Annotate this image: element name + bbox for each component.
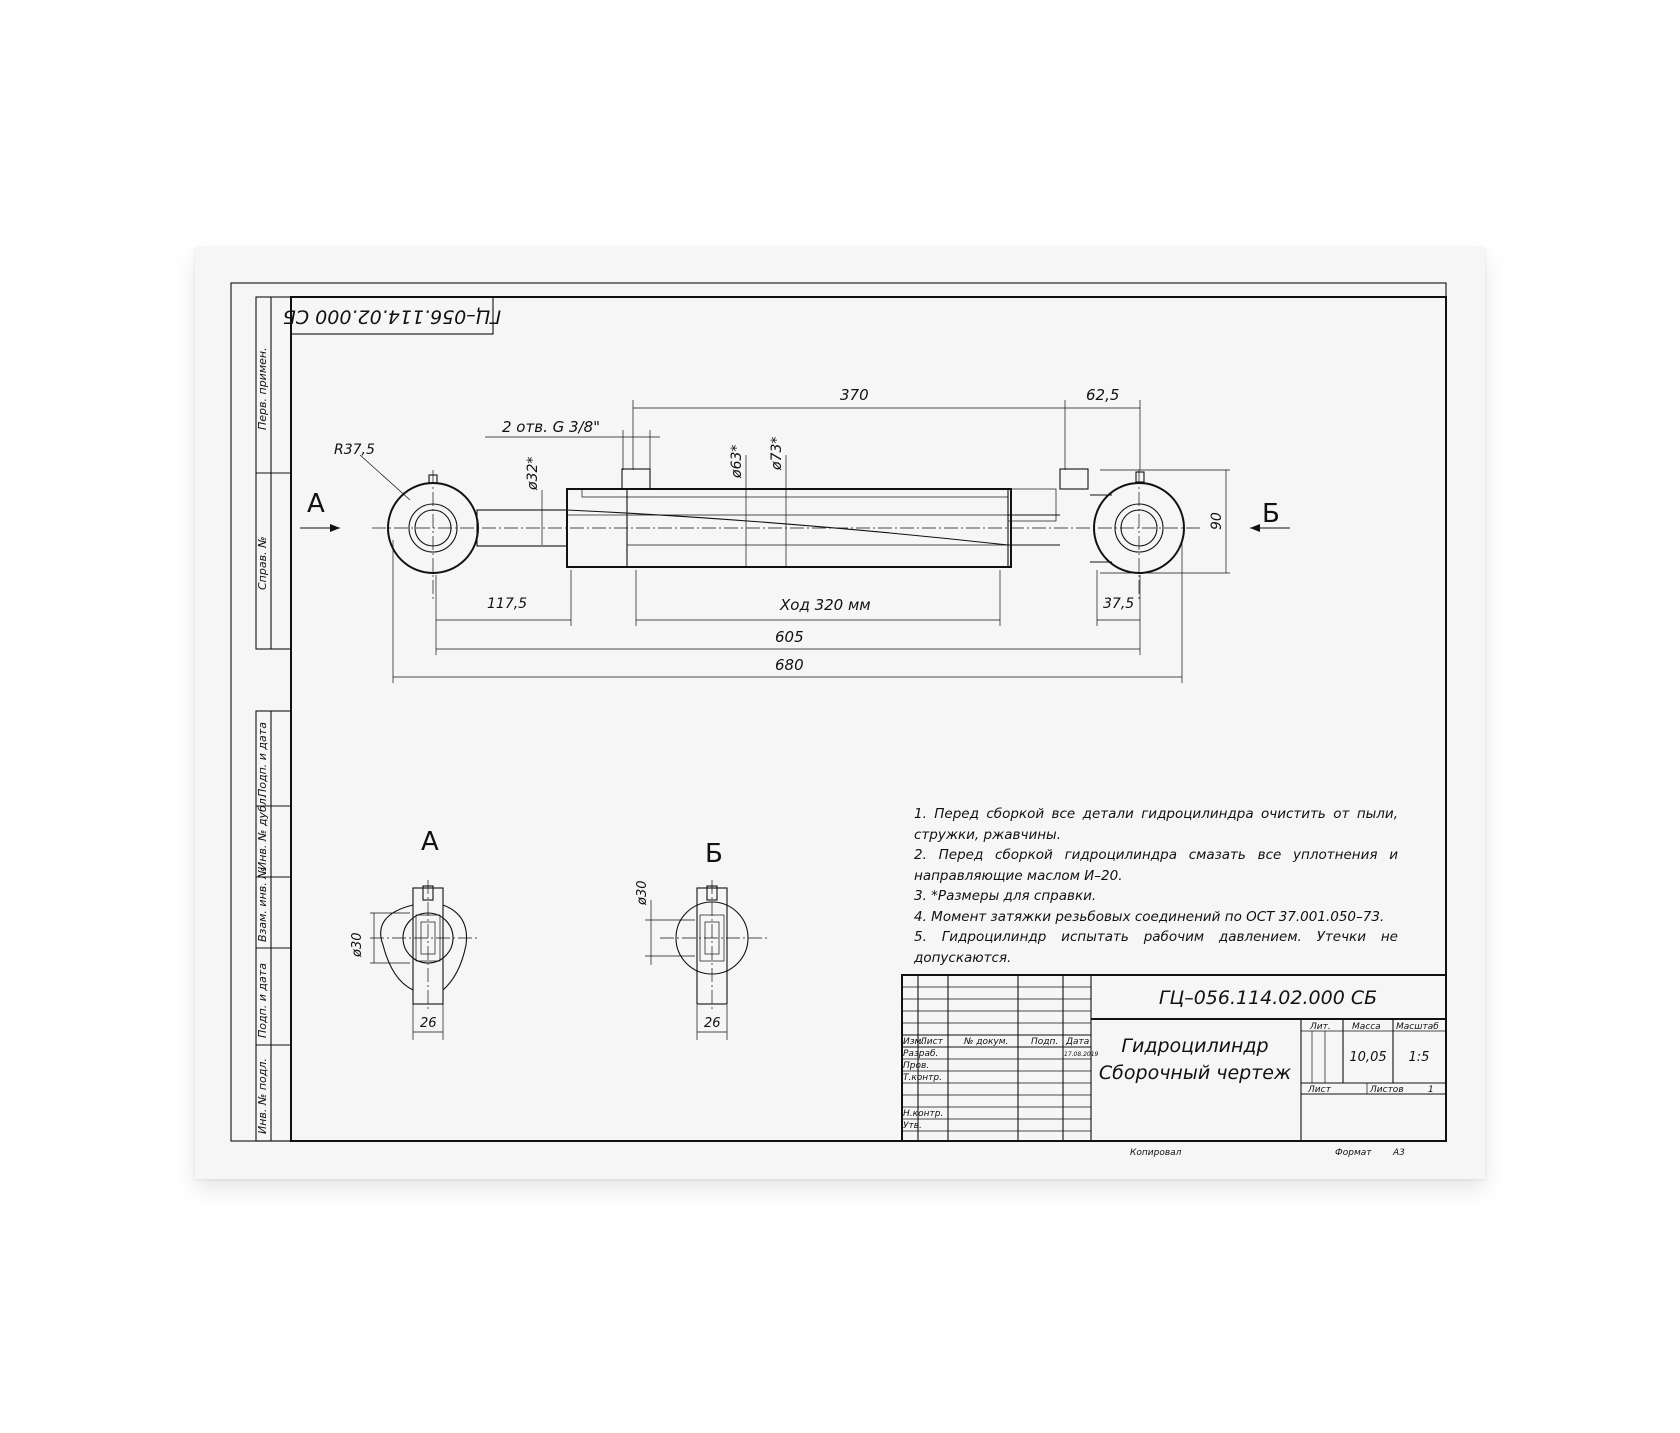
detail-b-w26: 26 — [704, 1016, 721, 1031]
stamp-podp-data-1: Подп. и дата — [256, 722, 269, 797]
dim-62-5: 62,5 — [1086, 386, 1120, 404]
detail-b-title: Б — [705, 839, 723, 869]
dim-ports: 2 отв. G 3/8" — [502, 418, 601, 436]
note-2: 2. Перед сборкой гидроцилиндра смазать все уплотнения и направляющие маслом И–20. — [914, 847, 1398, 884]
dim-r37-5: R37,5 — [334, 442, 375, 458]
col-izm: Изм. — [903, 1037, 925, 1047]
dim-370: 370 — [840, 386, 869, 404]
row-tkontr: Т.контр. — [903, 1073, 943, 1083]
title-name: Гидроцилиндр — [1121, 1035, 1269, 1057]
port-right — [1060, 469, 1088, 489]
view-label-a: А — [307, 489, 325, 519]
title-doc-code: ГЦ–056.114.02.000 СБ — [1158, 987, 1378, 1009]
stamp-inv-dubl: Инв. № дубл. — [256, 794, 269, 870]
stamp-perv-primen: Перв. примен. — [256, 347, 269, 430]
title-subname: Сборочный чертеж — [1098, 1062, 1292, 1084]
list-label: Лист — [1308, 1085, 1331, 1095]
technical-notes — [914, 804, 1398, 968]
masshtab-header: Масштаб — [1396, 1022, 1439, 1032]
view-label-b: Б — [1262, 499, 1280, 529]
lit-header: Лит. — [1310, 1022, 1331, 1032]
stamp-inv-podl: Инв. № подл. — [256, 1058, 269, 1134]
row-nkontr: Н.контр. — [903, 1109, 944, 1119]
format-label: Формат — [1335, 1148, 1372, 1158]
massa-value: 10,05 — [1349, 1050, 1387, 1065]
col-list: Лист — [920, 1037, 943, 1047]
kopiroval-label: Копировал — [1130, 1148, 1182, 1158]
dim-37-5: 37,5 — [1103, 596, 1135, 612]
dim-stroke: Ход 320 мм — [780, 596, 871, 614]
col-doc: № докум. — [964, 1037, 1009, 1047]
port-left — [622, 469, 650, 489]
note-4: 4. Момент затяжки резьбовых соединений по ОСТ 37.001.050–73. — [914, 908, 1385, 925]
note-1: 1. Перед сборкой все детали гидроцилиндра очистить от пыли, стружки, ржавчины. — [914, 806, 1398, 843]
inner-frame — [291, 297, 1446, 1141]
note-5: 5. Гидроцилиндр испытать рабочим давлением. Утечки не допускаются. — [914, 929, 1398, 966]
listov-value: 1 — [1428, 1085, 1434, 1095]
detail-a-d30: ø30 — [350, 932, 365, 957]
massa-header: Масса — [1352, 1022, 1381, 1032]
stamp-podp-data-2: Подп. и дата — [256, 963, 269, 1038]
date-value: 17.08.2019 — [1064, 1051, 1099, 1058]
dim-d73: ø73* — [769, 436, 785, 470]
dim-d63: ø63* — [729, 444, 745, 478]
dim-680: 680 — [775, 656, 804, 674]
col-data: Дата — [1066, 1037, 1090, 1047]
dim-90: 90 — [1209, 512, 1225, 530]
row-prov: Пров. — [903, 1061, 930, 1071]
dim-605: 605 — [775, 628, 804, 646]
dim-117-5: 117,5 — [487, 596, 528, 612]
detail-a-w26: 26 — [420, 1016, 437, 1031]
listov-label: Листов — [1370, 1085, 1404, 1095]
stamp-sprav-no: Справ. № — [256, 536, 269, 590]
rotated-doc-code: ГЦ–056.114.02.000 СБ — [282, 305, 502, 328]
detail-b-d30: ø30 — [635, 880, 650, 905]
col-podp: Подп. — [1031, 1037, 1059, 1047]
stamp-vzam-inv: Взам. инв. № — [256, 867, 269, 942]
dim-d32: ø32* — [525, 456, 541, 490]
detail-a-title: А — [421, 827, 439, 857]
format-value: А3 — [1393, 1148, 1405, 1158]
row-utv: Утв. — [903, 1121, 922, 1131]
row-razrab: Разраб. — [903, 1049, 939, 1059]
view-arrow-a — [300, 524, 340, 532]
masshtab-value: 1:5 — [1408, 1050, 1430, 1065]
note-3: 3. *Размеры для справки. — [914, 888, 1097, 904]
